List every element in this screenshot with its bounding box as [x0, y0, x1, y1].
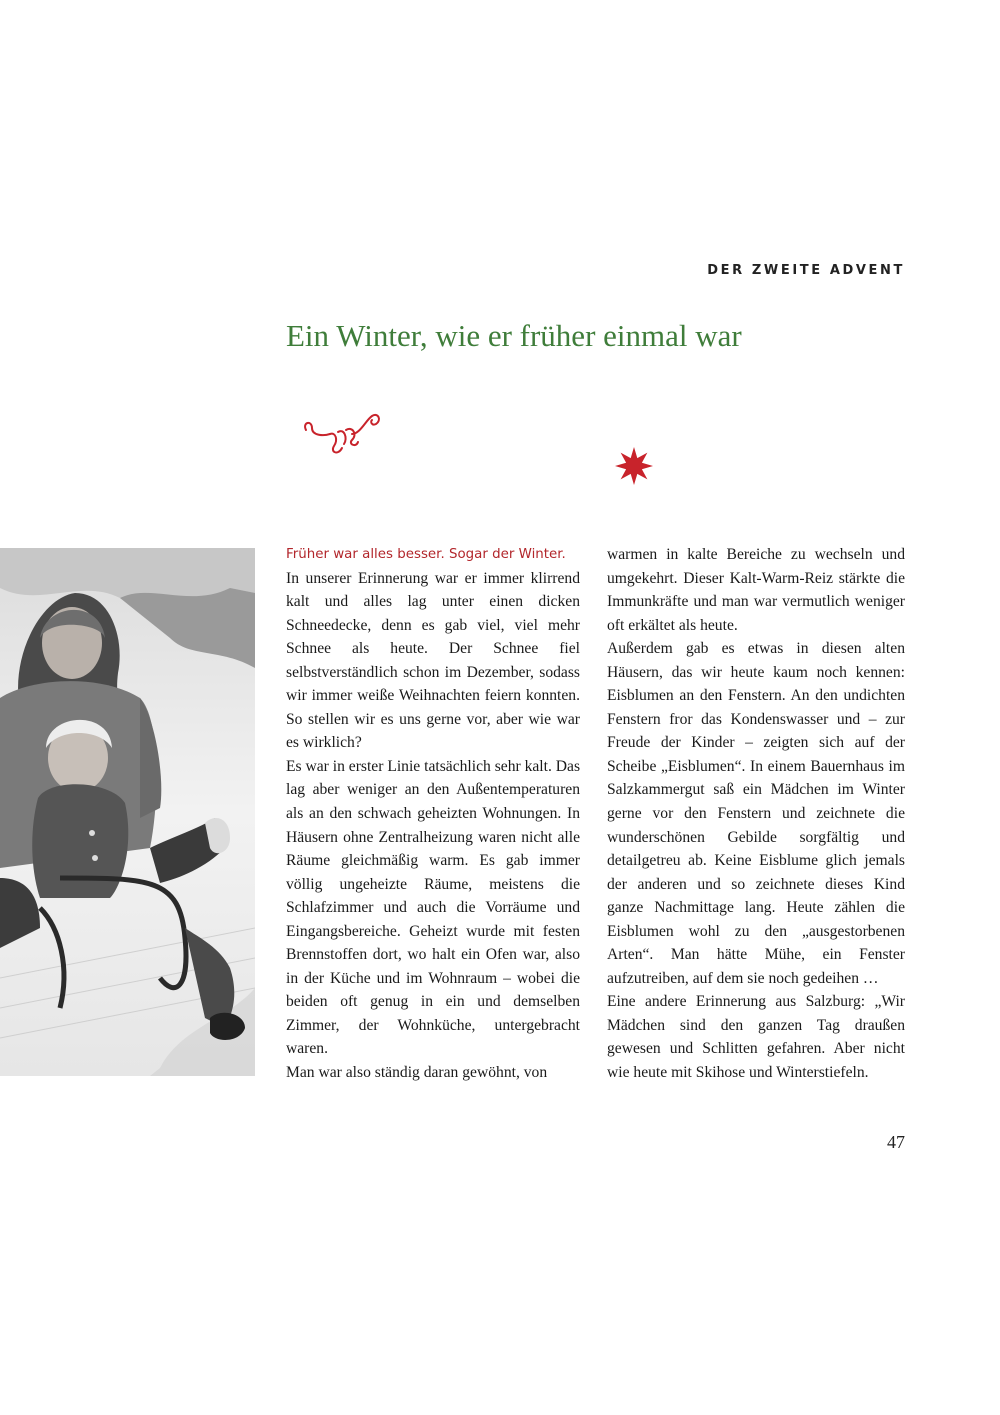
page-number: 47 [887, 1132, 905, 1152]
paragraph: Es war in erster Linie tatsächlich sehr kalt. Das lag aber weniger an den Außentemperaturen als an den schwach geheizten Wohnungen. In Häusern ohne Zentralheizung waren nicht alle Räume gleichmäßig warm. Es gab immer völlig ungeheizte Räume, meistens die Schlafzimmer und auch die Vorräume und Eingangsbereiche. Geheizt wurde mit festen Brennstoffen dort, wo halt ein Ofen war, also in der Küche und im Wohnraum – wobei die beiden oft genug in ein und demselben Zimmer, der Wohnküche, untergebracht waren. [286, 757, 581, 1058]
swirl-ornament-icon [300, 408, 384, 460]
paragraph: warmen in kalte Bereiche zu wechseln und umgekehrt. Dieser Kalt-Warm-Reiz stärkte die Immunkräfte und man war vermutlich weniger oft erkältet als heute. [607, 546, 905, 634]
text-column-right [607, 543, 905, 1085]
paragraph: Eine andere Erinnerung aus Salzburg: „Wir Mädchen sind den ganzen Tag draußen gewesen und Schlitten gefahren. Aber nicht wie heute mit Skihose und Winterstiefeln. [607, 993, 905, 1082]
lead-sentence: Früher war alles besser. Sogar der Winter. [286, 547, 566, 562]
eight-point-star-icon [614, 446, 654, 486]
paragraph: In unserer Erinnerung war er immer klirrend kalt und alles lag unter einen dicken Schneedecke, denn es gab viel, viel mehr Schnee als heute. Der Schnee fiel selbstverständlich schon im Dezember, sodass wir immer weiße Weihnachten feiern konnten. So stellen wir es uns gerne vor, aber wie war es wirklich? [286, 569, 580, 752]
paragraph: Außerdem gab es etwas in diesen alten Häusern, das wir heute kaum noch kennen: Eisblumen an den Fenstern. An den undichten Fenstern fror das Kondenswasser und – zur Freude der Kinder – zeigten sich auf der Scheibe „Eisblumen“. In einem Bauernhaus im Salzkammergut saß ein Mädchen im Winter gerne vor den Fenstern und zeichnete die wunderschönen Gebilde sorgfältig und detailgetreu ab. Keine Eisblume glich jemals der anderen und so zeichnete dieses Kind ganze Nachmittage lang. Heute zählen die Eisblumen wohl zu den „ausgestorbenen Arten“. Man hätte Mühe, ein Fenster aufzutreiben, auf dem sie noch gedeihen … [607, 640, 905, 987]
article-title: Ein Winter, wie er früher einmal war [286, 318, 742, 353]
paragraph: Man war also ständig daran gewöhnt, von [286, 1064, 548, 1082]
vintage-sled-photo [0, 548, 255, 1076]
section-label: DER ZWEITE ADVENT [707, 263, 905, 278]
text-column-left [286, 543, 580, 1085]
